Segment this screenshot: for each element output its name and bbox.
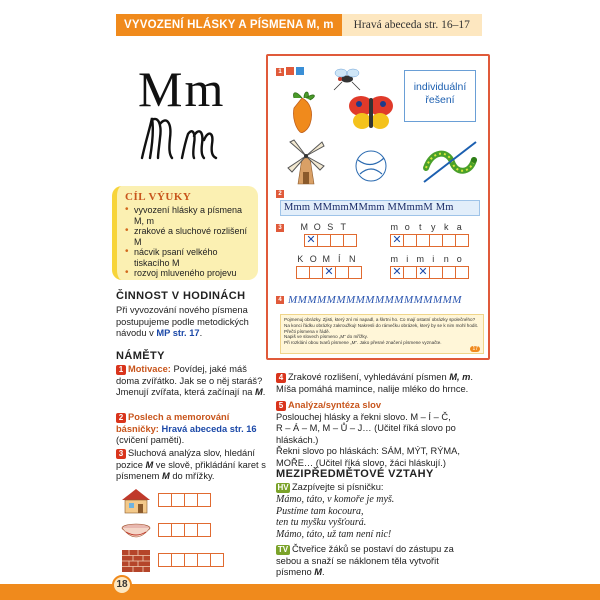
grid-cell[interactable] <box>429 234 443 247</box>
word-most: M O S T <box>300 222 347 232</box>
grid-cell[interactable] <box>455 234 469 247</box>
grid-cell[interactable] <box>403 266 417 279</box>
answer-grid <box>390 266 468 279</box>
goal-item: • vyvození hlásky a písmena M, m <box>125 205 252 226</box>
teacher-notes: Pojmenuj obrázky. Zjisti, který zní mi napadl, a škrtni ho. Co mají ostatní obrázky společného? Na konci řádku obrázky zakroužkuj! Nakresli do rámečku obrázek, který by se k nim mohl hodit. Přečti písmena v řádě. Napiš ve slovech písmeno „M“ do mřížky. Při rozklání obou tvarů písmene „M“. Jako přesné značení písmene vyznačte. <box>280 314 484 354</box>
grid-cell[interactable] <box>197 493 211 507</box>
printed-letters: Mm <box>138 61 226 117</box>
answer-grid <box>296 266 361 279</box>
pe-activity: TV Čtveřice žáků se postaví do zástupu za sebou a snaží se náklonem těla vytvořit písmeno M. <box>276 544 454 577</box>
grid-cell-marked[interactable]: ✕ <box>390 234 404 247</box>
grid-cell-marked[interactable]: ✕ <box>304 234 318 247</box>
idea-item-1: 1 Motivace: Povídej, jaké máš doma zvířátko. Jak se o něj staráš? Jmenují zvířata, která začínají na M. <box>116 364 266 397</box>
footer-bar <box>0 584 600 600</box>
music-activity: HV Zazpívejte si písničku: <box>277 482 384 492</box>
idea-item-4: 4 Zrakové rozlišení, vyhledávání písmen M, m. Míša pomáhá mamince, nalije mléko do hrnce. <box>276 372 474 394</box>
grid-cell[interactable] <box>429 266 443 279</box>
cross-curricular-title: MEZIPŘEDMĚTOVÉ VZTAHY <box>276 468 434 480</box>
answer-grid <box>390 234 468 247</box>
exercise-number: 1 <box>276 68 284 76</box>
grid-cell-marked[interactable]: ✕ <box>390 266 404 279</box>
activity-text: Při vyvozování nového písmena postupujeme podle metodických návodu v MP str. 17. <box>116 305 249 338</box>
mosquito-icon <box>330 62 364 92</box>
grid-cell[interactable] <box>171 523 185 537</box>
grid-cell[interactable] <box>210 553 224 567</box>
butterfly-icon <box>348 92 394 132</box>
word-komin: K O M Í N <box>297 254 356 264</box>
grid-cell[interactable] <box>171 493 185 507</box>
answer-grid <box>304 234 356 247</box>
individual-answer-box: individuální řešení <box>404 70 476 122</box>
grid-cell[interactable] <box>343 234 357 247</box>
goal-item: • zrakové a sluchové rozlišení M <box>125 226 252 247</box>
page-number: 18 <box>112 575 132 595</box>
house-icon <box>118 486 154 514</box>
grid-cell[interactable] <box>158 553 172 567</box>
book-reference: Hravá abeceda str. 16–17 <box>342 14 482 36</box>
bowl-icon <box>118 516 154 544</box>
exercise-number: 4 <box>276 296 284 304</box>
number-badge: 4 <box>276 373 286 383</box>
word-motyka: m o t y k a <box>390 222 463 232</box>
goal-title: CÍL VÝUKY <box>125 191 192 203</box>
grid-cell[interactable] <box>442 266 456 279</box>
book-link[interactable]: Hravá abeceda str. 16 <box>161 423 257 434</box>
word-row-house <box>118 486 210 514</box>
idea-item-2: 2 Poslech a memorování básničky: Hravá abeceda str. 16 (cvičení paměti). <box>116 412 257 445</box>
tracing-line: MMMMMMMMMMMMMMMMMM <box>288 294 462 306</box>
ball-icon <box>352 148 390 184</box>
grid-cell[interactable] <box>184 493 198 507</box>
task-icons <box>286 66 306 76</box>
letter-reading-row: Mmm MMmmMMmm MMmmM Mm <box>280 200 480 216</box>
grid-cell[interactable] <box>184 523 198 537</box>
letter-grid <box>158 553 223 567</box>
exercise-number: 2 <box>276 190 284 198</box>
activity-title: ČINNOST V HODINÁCH <box>116 290 246 302</box>
song-lyrics: Mámo, táto, v komoře je myš. Pustíme tam kocoura, ten tu myšku vyšťourá. Mámo, táto, už tam není nic! <box>276 494 395 540</box>
grid-cell[interactable] <box>335 266 349 279</box>
grid-cell[interactable] <box>348 266 362 279</box>
windmill-icon <box>284 138 328 188</box>
grid-cell-marked[interactable]: ✕ <box>322 266 336 279</box>
workbook-page-preview <box>266 54 490 360</box>
grid-cell[interactable] <box>403 234 417 247</box>
grid-cell[interactable] <box>171 553 185 567</box>
learning-goal-box <box>112 186 258 280</box>
carrot-icon <box>282 90 324 136</box>
letter-grid <box>158 493 210 507</box>
word-row-wall <box>118 546 223 574</box>
idea-item-5: 5 Analýza/syntéza slov Poslouchej hlásky a řekni slovo. M – Í – Č, R – Á – M, M – Ů – J… (Učitel říká slovo po hláskách.) Řekni slovo po hláskách: SÁM, MÝT, RÝMA, MOŘE… (Učitel říká slovo, žáci hláskují.) <box>276 400 460 468</box>
grid-cell[interactable] <box>442 234 456 247</box>
grid-cell[interactable] <box>184 553 198 567</box>
word-mimino: m i m i n o <box>390 254 463 264</box>
snake-icon <box>420 138 480 188</box>
grid-cell[interactable] <box>158 493 172 507</box>
script-letters <box>136 110 246 166</box>
methodology-link[interactable]: MP str. 17 <box>156 328 200 338</box>
brick-wall-icon <box>118 546 154 574</box>
number-badge: 3 <box>116 449 126 459</box>
grid-cell[interactable] <box>158 523 172 537</box>
goal-list <box>125 205 252 279</box>
grid-cell[interactable] <box>330 234 344 247</box>
goal-item: • nácvik psaní velkého tiskacího M <box>125 247 252 268</box>
chapter-title: VYVOZENÍ HLÁSKY A PÍSMENA M, m <box>116 14 342 36</box>
grid-cell[interactable] <box>296 266 310 279</box>
workbook-page-number: 17 <box>472 346 478 352</box>
number-badge: 5 <box>276 401 286 411</box>
ideas-title: NÁMĚTY <box>116 350 165 362</box>
grid-cell[interactable] <box>309 266 323 279</box>
grid-cell[interactable] <box>317 234 331 247</box>
grid-cell[interactable] <box>455 266 469 279</box>
number-badge: 1 <box>116 365 126 375</box>
chapter-header <box>116 14 482 36</box>
grid-cell[interactable] <box>197 523 211 537</box>
grid-cell[interactable] <box>197 553 211 567</box>
music-badge: HV <box>277 483 289 492</box>
goal-item: • rozvoj mluveného projevu <box>125 268 252 279</box>
number-badge: 2 <box>116 413 126 423</box>
idea-item-3: 3 Sluchová analýza slov, hledání pozice M ve slově, přikládání karet s písmenem M do mřížky. <box>116 448 266 481</box>
grid-cell-marked[interactable]: ✕ <box>416 266 430 279</box>
letter-grid <box>158 523 210 537</box>
word-row-bowl <box>118 516 210 544</box>
pe-badge: TV <box>277 545 289 554</box>
grid-cell[interactable] <box>416 234 430 247</box>
exercise-number: 3 <box>276 224 284 232</box>
